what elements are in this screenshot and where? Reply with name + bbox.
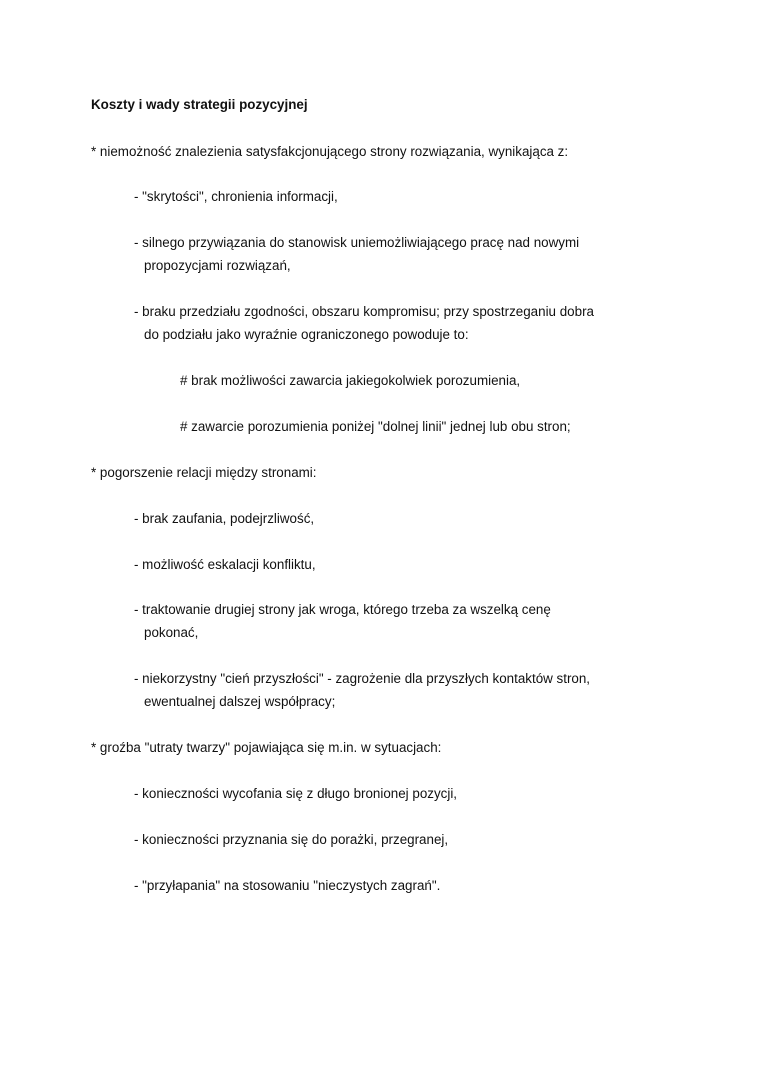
list-item: - konieczności przyznania się do porażki, przegranej, xyxy=(134,832,449,847)
list-item: - "skrytości", chronienia informacji, xyxy=(134,189,338,204)
section-heading: * pogorszenie relacji między stronami: xyxy=(91,465,317,480)
sub-list-item: # brak możliwości zawarcia jakiegokolwiek porozumienia, xyxy=(180,373,521,388)
list-item: - możliwość eskalacji konfliktu, xyxy=(134,557,316,572)
list-item: - silnego przywiązania do stanowisk uniemożliwiającego pracę nad nowymi xyxy=(134,235,580,250)
list-item-continuation: pokonać, xyxy=(144,625,199,640)
list-item: - niekorzystny "cień przyszłości" - zagrożenie dla przyszłych kontaktów stron, xyxy=(134,671,591,686)
list-item-continuation: propozycjami rozwiązań, xyxy=(144,258,291,273)
list-item: - brak zaufania, podejrzliwość, xyxy=(134,511,315,526)
list-item-continuation: do podziału jako wyraźnie ograniczonego powoduje to: xyxy=(144,327,469,342)
list-item: - braku przedziału zgodności, obszaru kompromisu; przy spostrzeganiu dobra xyxy=(134,304,594,319)
list-item-continuation: ewentualnej dalszej współpracy; xyxy=(144,694,336,709)
list-item: - traktowanie drugiej strony jak wroga, którego trzeba za wszelką cenę xyxy=(134,602,551,617)
section-heading: * niemożność znalezienia satysfakcjonującego strony rozwiązania, wynikająca z: xyxy=(91,144,569,159)
sub-list-item: # zawarcie porozumienia poniżej "dolnej linii" jednej lub obu stron; xyxy=(180,419,571,434)
list-item: - konieczności wycofania się z długo bronionej pozycji, xyxy=(134,786,458,801)
list-item: - "przyłapania" na stosowaniu "nieczystych zagrań". xyxy=(134,878,441,893)
section-heading: * groźba "utraty twarzy" pojawiająca się m.in. w sytuacjach: xyxy=(91,740,442,755)
document-title: Koszty i wady strategii pozycyjnej xyxy=(91,97,308,112)
